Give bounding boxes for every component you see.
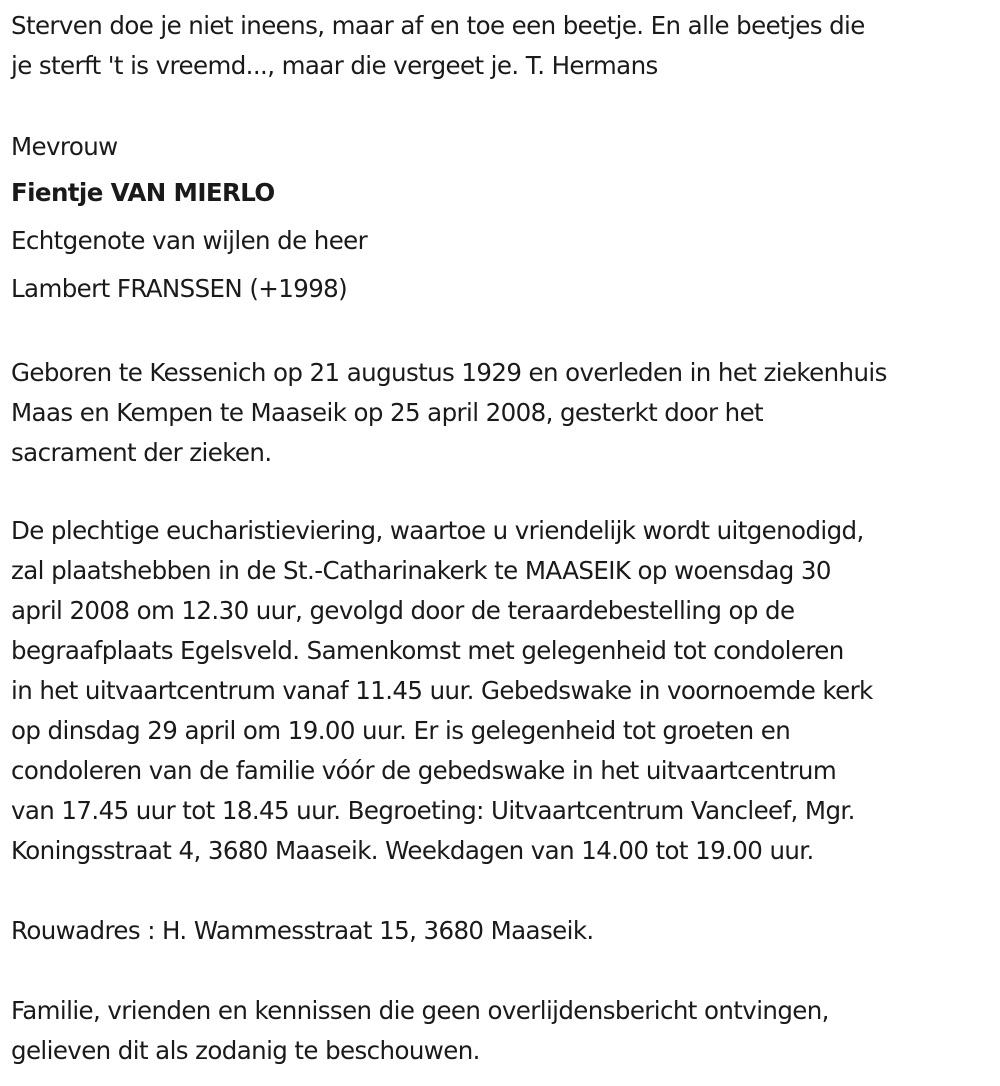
birth-death-line-3: sacrament der zieken. xyxy=(11,438,272,467)
quote-paragraph xyxy=(11,6,996,86)
birth-death-paragraph xyxy=(11,353,996,473)
death-notice xyxy=(11,6,996,1071)
ceremony-line-9: Koningsstraat 4, 3680 Maaseik. Weekdagen van 14.00 tot 19.00 uur. xyxy=(11,836,814,865)
birth-death-line-2: Maas en Kempen te Maaseik op 25 april 2008, gesterkt door het xyxy=(11,398,764,427)
ceremony-paragraph xyxy=(11,511,996,871)
ceremony-line-1: De plechtige eucharistieviering, waartoe u vriendelijk wordt uitgenodigd, xyxy=(11,516,864,545)
spouse-line-1: Echtgenote van wijlen de heer xyxy=(11,226,368,255)
ceremony-line-4: begraafplaats Egelsveld. Samenkomst met gelegenheid tot condoleren xyxy=(11,636,844,665)
ceremony-line-5: in het uitvaartcentrum vanaf 11.45 uur. Gebedswake in voornoemde kerk xyxy=(11,676,873,705)
ceremony-line-6: op dinsdag 29 april om 19.00 uur. Er is gelegenheid tot groeten en xyxy=(11,716,791,745)
salutation: Mevrouw xyxy=(11,132,118,161)
ceremony-line-8: van 17.45 uur tot 18.45 uur. Begroeting: Uitvaartcentrum Vancleef, Mgr. xyxy=(11,796,855,825)
deceased-name: Fientje VAN MIERLO xyxy=(11,178,275,207)
deceased-block xyxy=(11,125,996,313)
closing-line-2: gelieven dit als zodanig te beschouwen. xyxy=(11,1036,480,1065)
quote-line-1: Sterven doe je niet ineens, maar af en toe een beetje. En alle beetjes die xyxy=(11,11,865,40)
closing-paragraph xyxy=(11,991,996,1071)
closing-line-1: Familie, vrienden en kennissen die geen overlijdensbericht ontvingen, xyxy=(11,996,829,1025)
ceremony-line-2: zal plaatshebben in de St.-Catharinakerk te MAASEIK op woensdag 30 xyxy=(11,556,831,585)
ceremony-line-3: april 2008 om 12.30 uur, gevolgd door de teraardebestelling op de xyxy=(11,596,795,625)
birth-death-line-1: Geboren te Kessenich op 21 augustus 1929 en overleden in het ziekenhuis xyxy=(11,358,887,387)
spouse-line-2: Lambert FRANSSEN (+1998) xyxy=(11,274,348,303)
address-paragraph xyxy=(11,911,996,951)
mourning-address: Rouwadres : H. Wammesstraat 15, 3680 Maaseik. xyxy=(11,916,594,945)
quote-line-2: je sterft 't is vreemd..., maar die vergeet je. T. Hermans xyxy=(11,51,658,80)
ceremony-line-7: condoleren van de familie vóór de gebedswake in het uitvaartcentrum xyxy=(11,756,837,785)
